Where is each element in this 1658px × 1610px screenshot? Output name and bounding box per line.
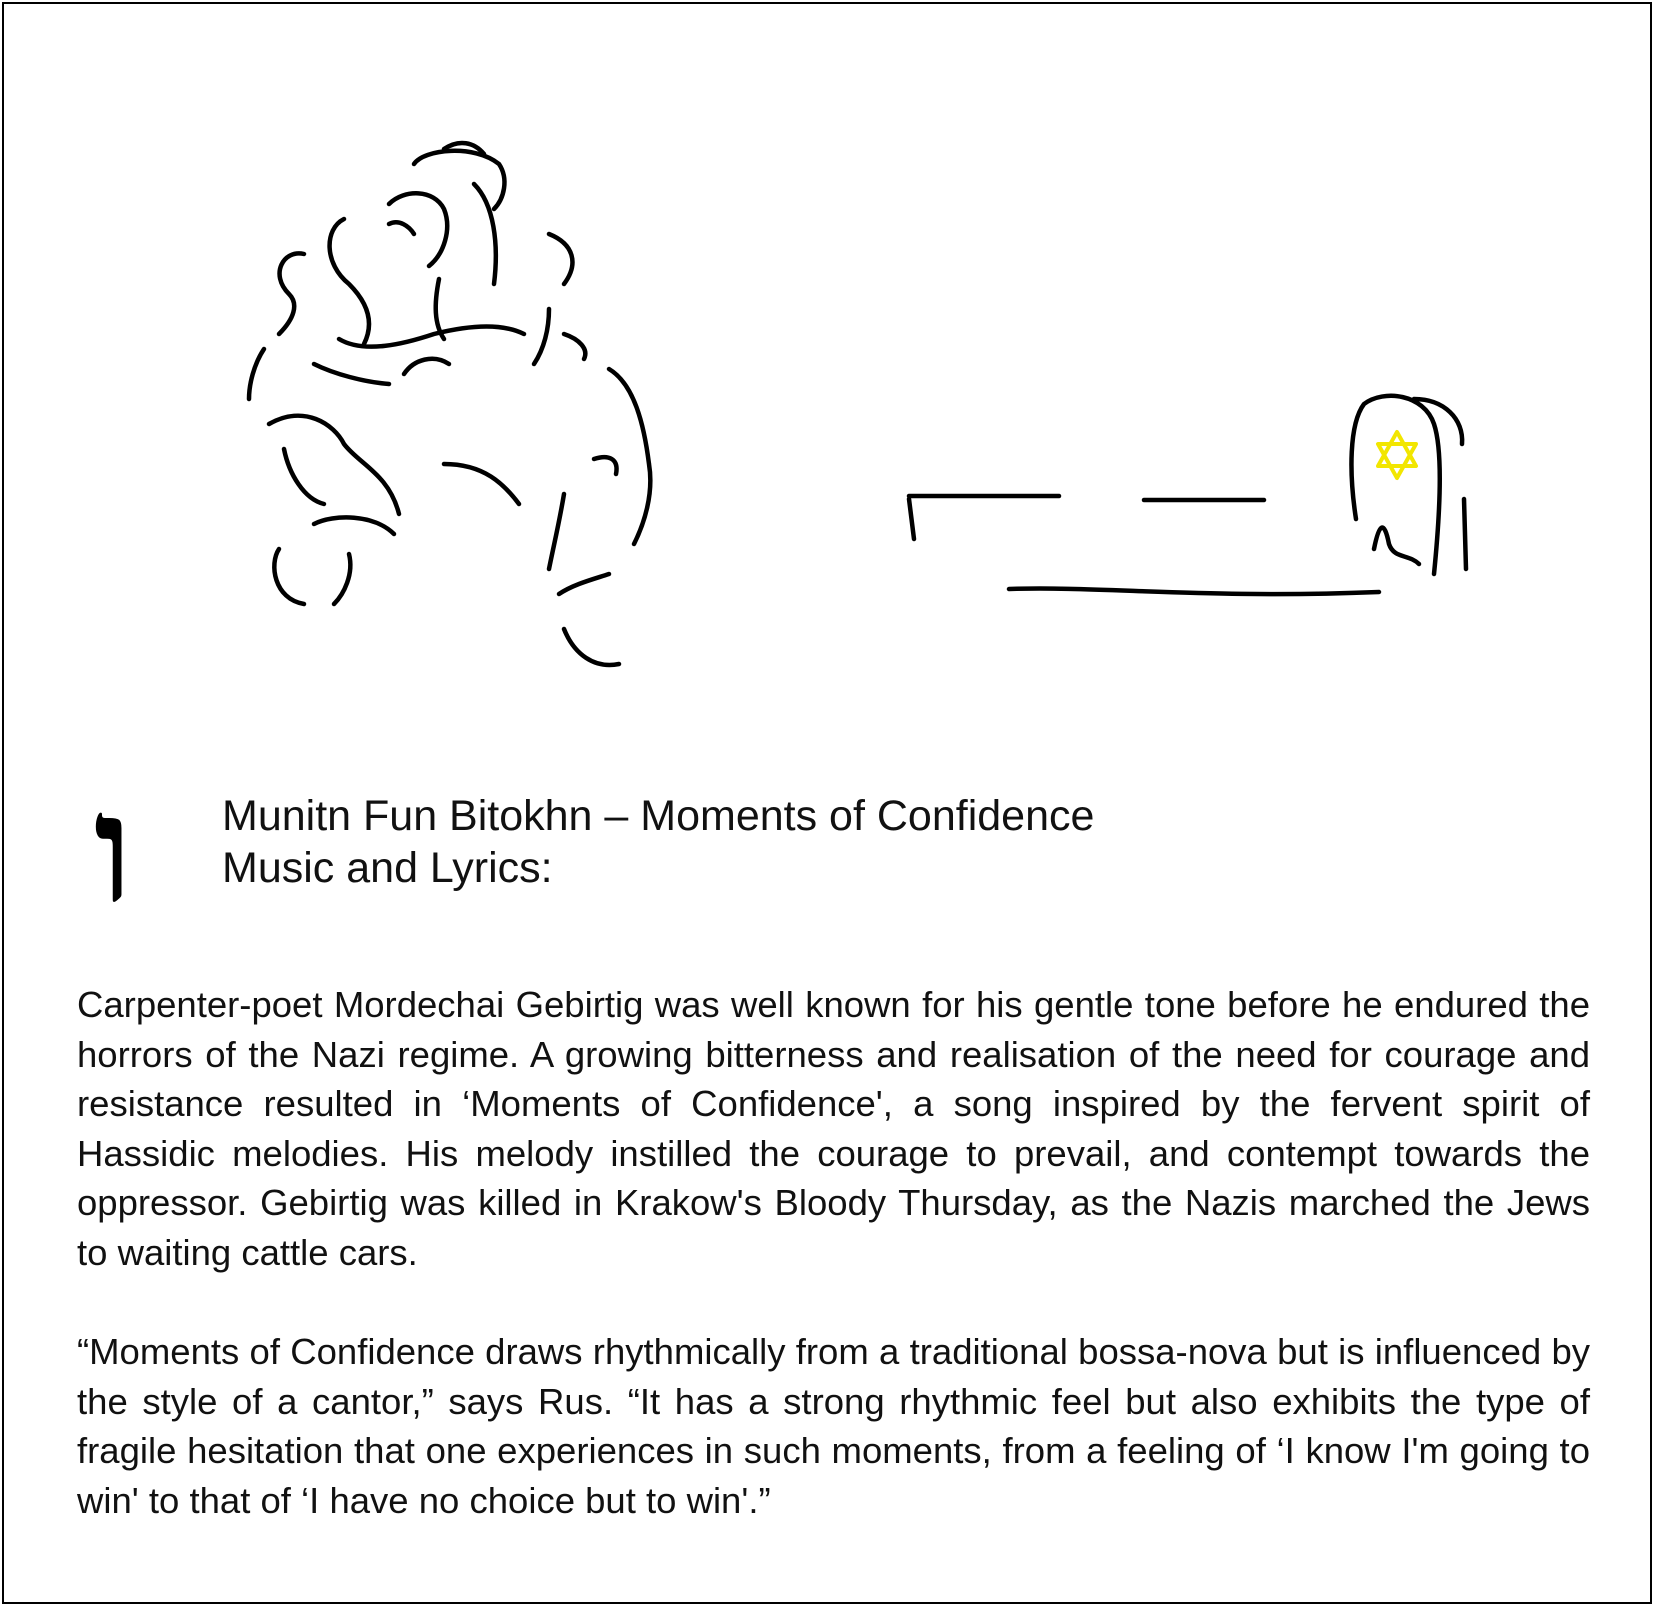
tombstone-crack: [1374, 528, 1419, 564]
figure-arm-right: [534, 309, 549, 364]
illustration: [4, 4, 1658, 724]
figure-torso: [249, 349, 264, 399]
hebrew-letter: ו: [94, 761, 133, 937]
figure-head-back: [414, 151, 504, 209]
page-frame: [2, 2, 1652, 1604]
figure-foot-2: [334, 554, 350, 604]
figure-back-right: [549, 234, 572, 284]
figure-leg-right: [444, 464, 519, 504]
figure-heel: [564, 629, 619, 665]
paragraph-1: Carpenter-poet Mordechai Gebirtig was well known for his gentle tone before he endured the horrors of the Nazi regime. A growing bitterness and realisation of the need for courage and resistance resulted in ‘Moments of Confidence', a song inspired by the fervent spirit of Hassidic melodies. His melody instilled the courage to prevail, and contempt towards the oppressor. Gebirtig was killed in Krakow's Bloody Thursday, as the Nazis marched the Jews to waiting cattle cars.: [77, 984, 1590, 1273]
figure-arm-left: [279, 253, 304, 334]
song-credits: Music and Lyrics:: [222, 844, 553, 892]
star-of-david-up: [1378, 432, 1416, 466]
figure-neck: [564, 334, 585, 359]
figure-thigh: [594, 457, 617, 474]
figure-back-lower: [609, 369, 650, 544]
figure-foot: [274, 549, 304, 604]
figure-leg-lower: [284, 449, 324, 504]
figure-face-detail: [389, 222, 414, 234]
title-block: [222, 790, 1094, 894]
figure-shoulder: [330, 219, 369, 344]
song-title: Munitn Fun Bitokhn – Moments of Confidence: [222, 792, 1095, 840]
figure-hip: [474, 184, 496, 284]
tombstone-side: [1464, 499, 1466, 569]
figure-calf: [549, 494, 564, 569]
grave-ground: [1009, 589, 1379, 595]
line-drawing: [4, 4, 1658, 724]
figure-hand: [404, 359, 449, 374]
grave-post: [909, 499, 914, 539]
body-text: [77, 980, 1590, 1575]
star-of-david-down: [1378, 444, 1416, 478]
figure-face-front: [389, 193, 447, 266]
figure-knee: [314, 517, 394, 534]
figure-shin: [559, 574, 609, 594]
tombstone-front: [1351, 396, 1439, 574]
paragraph-2: “Moments of Confidence draws rhythmically from a traditional bossa-nova but is influenced by the style of a cantor,” says Rus. “It has a strong rhythmic feel but also exhibits the type of fragile hesitation that one experiences in such moments, from a feeling of ‘I know I'm going to win' to that of ‘I have no choice but to win'.”: [77, 1331, 1590, 1521]
figure-waist: [314, 364, 389, 384]
